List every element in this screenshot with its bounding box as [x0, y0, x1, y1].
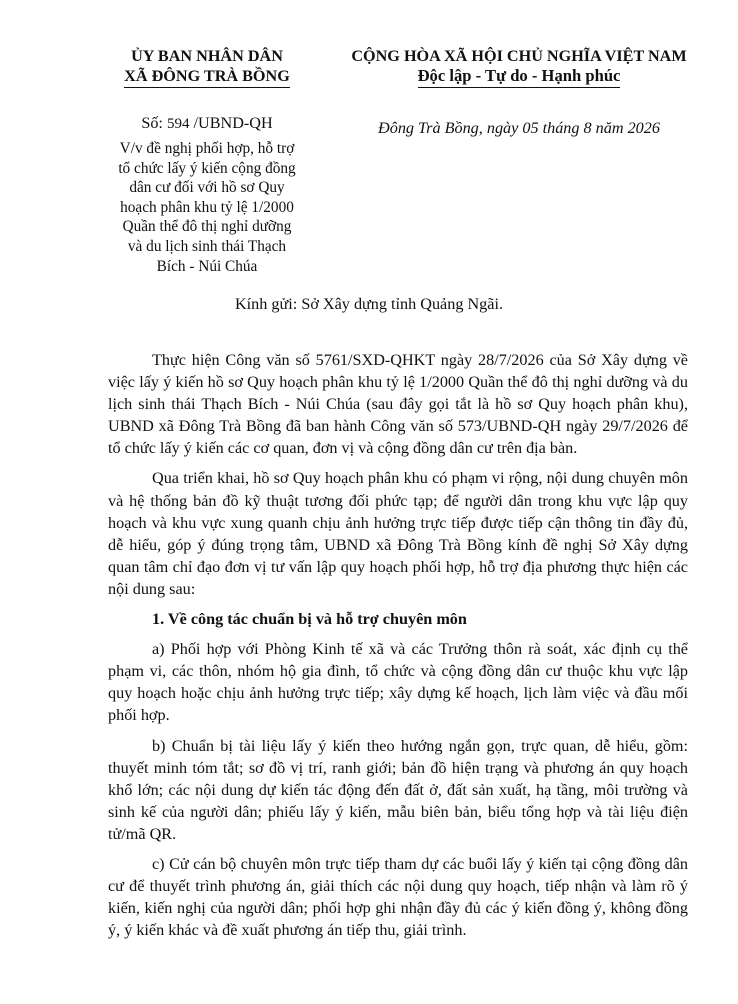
document-number-suffix: /UBND-QH	[189, 114, 273, 132]
subject-line: hoạch phân khu tỷ lệ 1/2000	[120, 198, 294, 216]
national-title: CỘNG HÒA XÃ HỘI CHỦ NGHĨA VIỆT NAM	[351, 47, 687, 65]
subject-line: V/v đề nghị phối hợp, hỗ trợ	[119, 140, 295, 157]
document-number-prefix: Số:	[141, 114, 167, 132]
issue-date: Đông Trà Bồng, ngày 05 tháng 8 năm 2026	[378, 119, 660, 137]
document-number-value: 594	[166, 116, 190, 132]
document-subject	[88, 139, 326, 276]
national-motto: Độc lập - Tự do - Hạnh phúc	[418, 66, 621, 88]
subject-line: Bích - Núi Chúa	[156, 257, 258, 275]
national-heading-block	[330, 46, 708, 138]
body-paragraph-1: Thực hiện Công văn số 5761/SXD-QHKT ngày 28/7/2026 của Sở Xây dựng về việc lấy ý kiến hồ sơ Quy hoạch phân khu tỷ lệ 1/2000 Quần thể đô thị nghỉ dưỡng và du lịch sinh thái Thạch Bích - Núi Chúa (sau đây gọi tắt là hồ sơ Quy hoạch phân khu), UBND xã Đông Trà Bồng đã ban hành Công văn số 573/UBND-QH ngày 29/7/2026 để tổ chức lấy ý kiến các cơ quan, đơn vị và cộng đồng dân cư trên địa bàn.	[108, 351, 688, 458]
section-heading-1: 1. Về công tác chuẩn bị và hỗ trợ chuyên môn	[152, 610, 467, 629]
subject-line: tổ chức lấy ý kiến cộng đồng	[118, 159, 296, 177]
subject-line: và du lịch sinh thái Thạch	[127, 237, 287, 255]
subject-line: Quần thể đô thị nghỉ dưỡng	[122, 218, 292, 236]
issuing-authority-line2: XÃ ĐÔNG TRÀ BỒNG	[124, 66, 290, 88]
recipient-line: Kính gửi: Sở Xây dựng tỉnh Quảng Ngãi.	[234, 295, 503, 313]
issuing-authority-line1: ỦY BAN NHÂN DÂN	[131, 47, 283, 65]
issuing-authority-block	[88, 46, 326, 276]
document-number	[88, 113, 326, 134]
list-item-b: b) Chuẩn bị tài liệu lấy ý kiến theo hướng ngắn gọn, trực quan, dễ hiểu, gồm: thuyết minh tóm tắt; sơ đồ vị trí, ranh giới; bản đồ hiện trạng và phương án quy hoạch khổ lớn; các nội dung dự kiến tác động đến đất ở, đất sản xuất, hạ tầng, môi trường và sinh kế của người dân; phiếu lấy ý kiến, mẫu biên bản, biểu tổng hợp và tài liệu điện tử/mã QR.	[108, 736, 688, 843]
list-item-a: a) Phối hợp với Phòng Kinh tế xã và các Trưởng thôn rà soát, xác định cụ thể phạm vi, các thôn, nhóm hộ gia đình, tổ chức và cộng đồng dân cư thuộc khu vực lập quy hoạch hoặc chịu ảnh hưởng trực tiếp; xây dựng kế hoạch, lịch làm việc và đầu mối phối hợp.	[108, 640, 688, 725]
document-body	[108, 349, 688, 949]
subject-line: dân cư đối với hồ sơ Quy	[129, 179, 285, 197]
body-paragraph-2: Qua triển khai, hồ sơ Quy hoạch phân khu có phạm vi rộng, nội dung chuyên môn và hệ thống bản đồ kỹ thuật tương đối phức tạp; để người dân trong khu vực lập quy hoạch và khu vực xung quanh chịu ảnh hưởng trực tiếp được tiếp cận thông tin đầy đủ, dễ hiểu, góp ý đúng trọng tâm, UBND xã Đông Trà Bồng kính đề nghị Sở Xây dựng quan tâm chỉ đạo đơn vị tư vấn lập quy hoạch phối hợp, hỗ trợ địa phương thực hiện các nội dung sau:	[108, 469, 688, 598]
list-item-c: c) Cử cán bộ chuyên môn trực tiếp tham dự các buổi lấy ý kiến tại cộng đồng dân cư để thuyết trình phương án, giải thích các nội dung quy hoạch, tiếp nhận và làm rõ ý kiến, kiến nghị của người dân; phối hợp ghi nhận đầy đủ các ý kiến đồng ý, không đồng ý, ý kiến khác và đề xuất phương án tiếp thu, giải trình.	[108, 854, 688, 940]
